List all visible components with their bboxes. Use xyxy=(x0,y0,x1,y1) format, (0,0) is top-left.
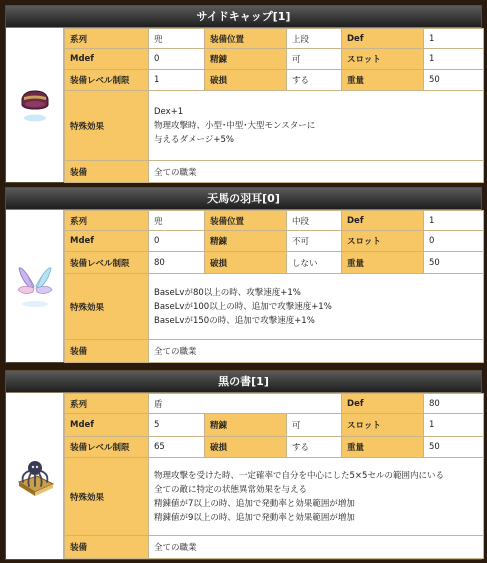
effect-line: BaseLvが80以上の時、攻撃速度+1% xyxy=(154,287,301,298)
label-effect: 特殊効果 xyxy=(65,91,149,161)
label-level: 装備レベル制限 xyxy=(65,437,149,458)
value-effect xyxy=(149,458,484,536)
value-weight: 50 xyxy=(424,252,484,274)
label-effect: 特殊効果 xyxy=(65,274,149,340)
value-refine: 可 xyxy=(287,414,342,437)
label-level: 装備レベル制限 xyxy=(65,70,149,91)
effect-line: 物理攻撃時、小型･中型･大型モンスターに xyxy=(154,120,316,131)
value-position: 上段 xyxy=(287,29,342,49)
black-book-icon xyxy=(13,452,57,500)
label-type: 系列 xyxy=(65,394,149,414)
label-effect: 特殊効果 xyxy=(65,458,149,536)
label-mdef: Mdef xyxy=(65,49,149,70)
value-level: 1 xyxy=(149,70,205,91)
item-card-pegasus-ear xyxy=(5,187,482,363)
label-refine: 精錬 xyxy=(205,414,287,437)
label-def: Def xyxy=(342,394,424,414)
effect-line: 物理攻撃を受けた時、一定確率で自分を中心にした5×5セルの範囲内にいる xyxy=(154,470,444,481)
label-def: Def xyxy=(342,29,424,49)
side-cap-icon xyxy=(18,85,52,125)
value-slot: 0 xyxy=(424,231,484,252)
label-refine: 精錬 xyxy=(205,49,287,70)
label-position: 装備位置 xyxy=(205,211,287,231)
label-break: 破損 xyxy=(205,437,287,458)
label-equip: 装備 xyxy=(65,340,149,363)
label-break: 破損 xyxy=(205,252,287,274)
effect-line: 全ての敵に特定の状態異常効果を与える xyxy=(154,484,308,495)
label-type: 系列 xyxy=(65,211,149,231)
label-type: 系列 xyxy=(65,29,149,49)
item-card-black-book xyxy=(5,370,482,560)
value-def: 1 xyxy=(424,29,484,49)
item-title: 天馬の羽耳[0] xyxy=(6,188,481,210)
value-break: する xyxy=(287,70,342,91)
label-mdef: Mdef xyxy=(65,414,149,437)
value-refine: 可 xyxy=(287,49,342,70)
value-def: 1 xyxy=(424,211,484,231)
item-title: 黒の書[1] xyxy=(6,371,481,393)
effect-line: 与えるダメージ+5% xyxy=(154,134,234,145)
label-position: 装備位置 xyxy=(205,29,287,49)
value-refine: 不可 xyxy=(287,231,342,252)
label-slot: スロット xyxy=(342,231,424,252)
label-equip: 装備 xyxy=(65,536,149,559)
effect-line: BaseLvが100以上の時、追加で攻撃速度+1% xyxy=(154,301,332,312)
item-card-side-cap xyxy=(5,5,482,183)
effect-line: 精錬値が9以上の時、追加で発動率と効果範囲が増加 xyxy=(154,512,355,523)
value-mdef: 0 xyxy=(149,231,205,252)
label-slot: スロット xyxy=(342,414,424,437)
value-equip: 全ての職業 xyxy=(149,340,484,363)
item-icon-cell xyxy=(6,210,64,362)
item-title: サイドキャップ[1] xyxy=(6,6,481,28)
value-type: 兜 xyxy=(149,211,205,231)
value-mdef: 0 xyxy=(149,49,205,70)
label-level: 装備レベル制限 xyxy=(65,252,149,274)
value-level: 80 xyxy=(149,252,205,274)
value-weight: 50 xyxy=(424,70,484,91)
item-icon-cell xyxy=(6,393,64,559)
effect-line: 精錬値が7以上の時、追加で発動率と効果範囲が増加 xyxy=(154,498,355,509)
label-mdef: Mdef xyxy=(65,231,149,252)
value-equip: 全ての職業 xyxy=(149,161,484,183)
effect-line: Dex+1 xyxy=(154,106,184,117)
label-refine: 精錬 xyxy=(205,231,287,252)
value-type: 兜 xyxy=(149,29,205,49)
label-weight: 重量 xyxy=(342,252,424,274)
value-level: 65 xyxy=(149,437,205,458)
value-slot: 1 xyxy=(424,49,484,70)
pegasus-ear-icon xyxy=(15,262,55,310)
value-break: する xyxy=(287,437,342,458)
value-def: 80 xyxy=(424,394,484,414)
value-mdef: 5 xyxy=(149,414,205,437)
value-break: しない xyxy=(287,252,342,274)
label-def: Def xyxy=(342,211,424,231)
value-slot: 1 xyxy=(424,414,484,437)
value-effect xyxy=(149,274,484,340)
item-icon-cell xyxy=(6,28,64,182)
effect-line: BaseLvが150の時、追加で攻撃速度+1% xyxy=(154,315,315,326)
value-equip: 全ての職業 xyxy=(149,536,484,559)
value-position: 中段 xyxy=(287,211,342,231)
label-equip: 装備 xyxy=(65,161,149,183)
value-weight: 50 xyxy=(424,437,484,458)
label-weight: 重量 xyxy=(342,437,424,458)
value-type: 盾 xyxy=(149,394,342,414)
label-weight: 重量 xyxy=(342,70,424,91)
label-slot: スロット xyxy=(342,49,424,70)
value-effect xyxy=(149,91,484,161)
label-break: 破損 xyxy=(205,70,287,91)
